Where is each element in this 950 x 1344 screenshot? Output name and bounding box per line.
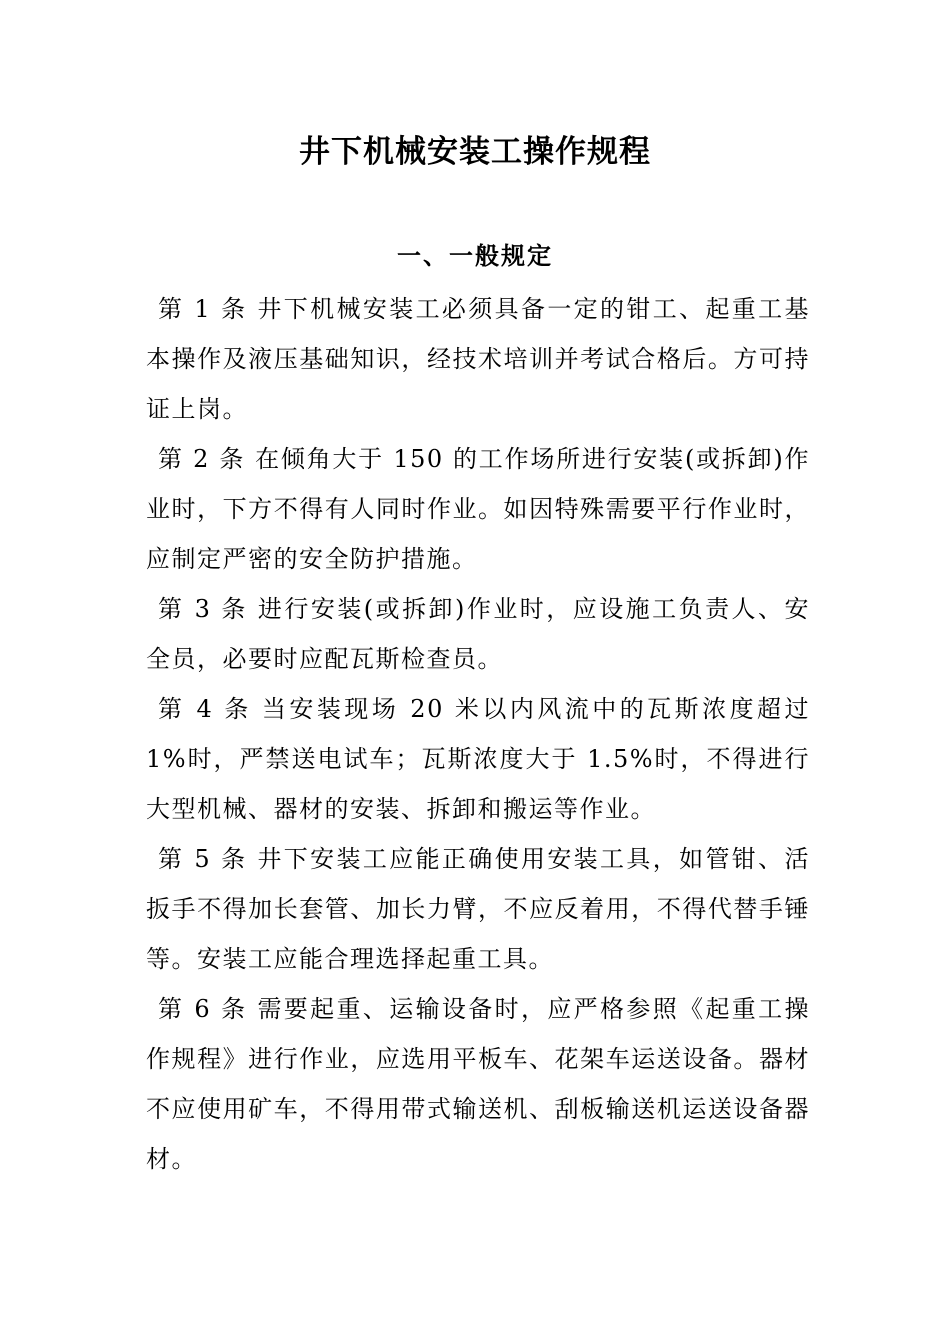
article-number: 第 5 条 [158,845,248,873]
article-2 [146,434,810,584]
article-number: 第 2 条 [158,445,246,473]
article-text: 井下安装工应能正确使用安装工具，如管钳、活扳手不得加长套管、加长力臂，不应反着用，不得代替手锤等。安装工应能合理选择起重工具。 [146,845,811,973]
article-3 [146,584,810,684]
article-number: 第 4 条 [158,695,252,723]
document-title: 井下机械安装工操作规程 [299,134,651,170]
article-text: 需要起重、运输设备时，应严格参照《起重工操作规程》进行作业，应选用平板车、花架车运送设备。器材不应使用矿车，不得用带式输送机、刮板输送机运送设备器材。 [146,995,811,1173]
article-number: 第 1 条 [158,295,248,323]
article-text: 进行安装(或拆卸)作业时，应设施工负责人、安全员，必要时应配瓦斯检查员。 [146,595,810,673]
article-1 [146,284,810,434]
article-text: 当安装现场 20 米以内风流中的瓦斯浓度超过 1%时，严禁送电试车；瓦斯浓度大于 1.5%时，不得进行大型机械、器材的安装、拆卸和搬运等作业。 [146,695,811,823]
articles-body [146,284,810,1184]
article-5 [146,834,810,984]
article-text: 井下机械安装工必须具备一定的钳工、起重工基本操作及液压基础知识，经技术培训并考试合格后。方可持证上岗。 [146,295,811,423]
article-6 [146,984,810,1184]
article-number: 第 3 条 [158,595,248,623]
section-heading: 一、一般规定 [397,241,553,270]
article-text: 在倾角大于 150 的工作场所进行安装(或拆卸)作业时，下方不得有人同时作业。如因特殊需要平行作业时，应制定严密的安全防护措施。 [146,445,811,573]
article-4 [146,684,810,834]
article-number: 第 6 条 [158,995,248,1023]
